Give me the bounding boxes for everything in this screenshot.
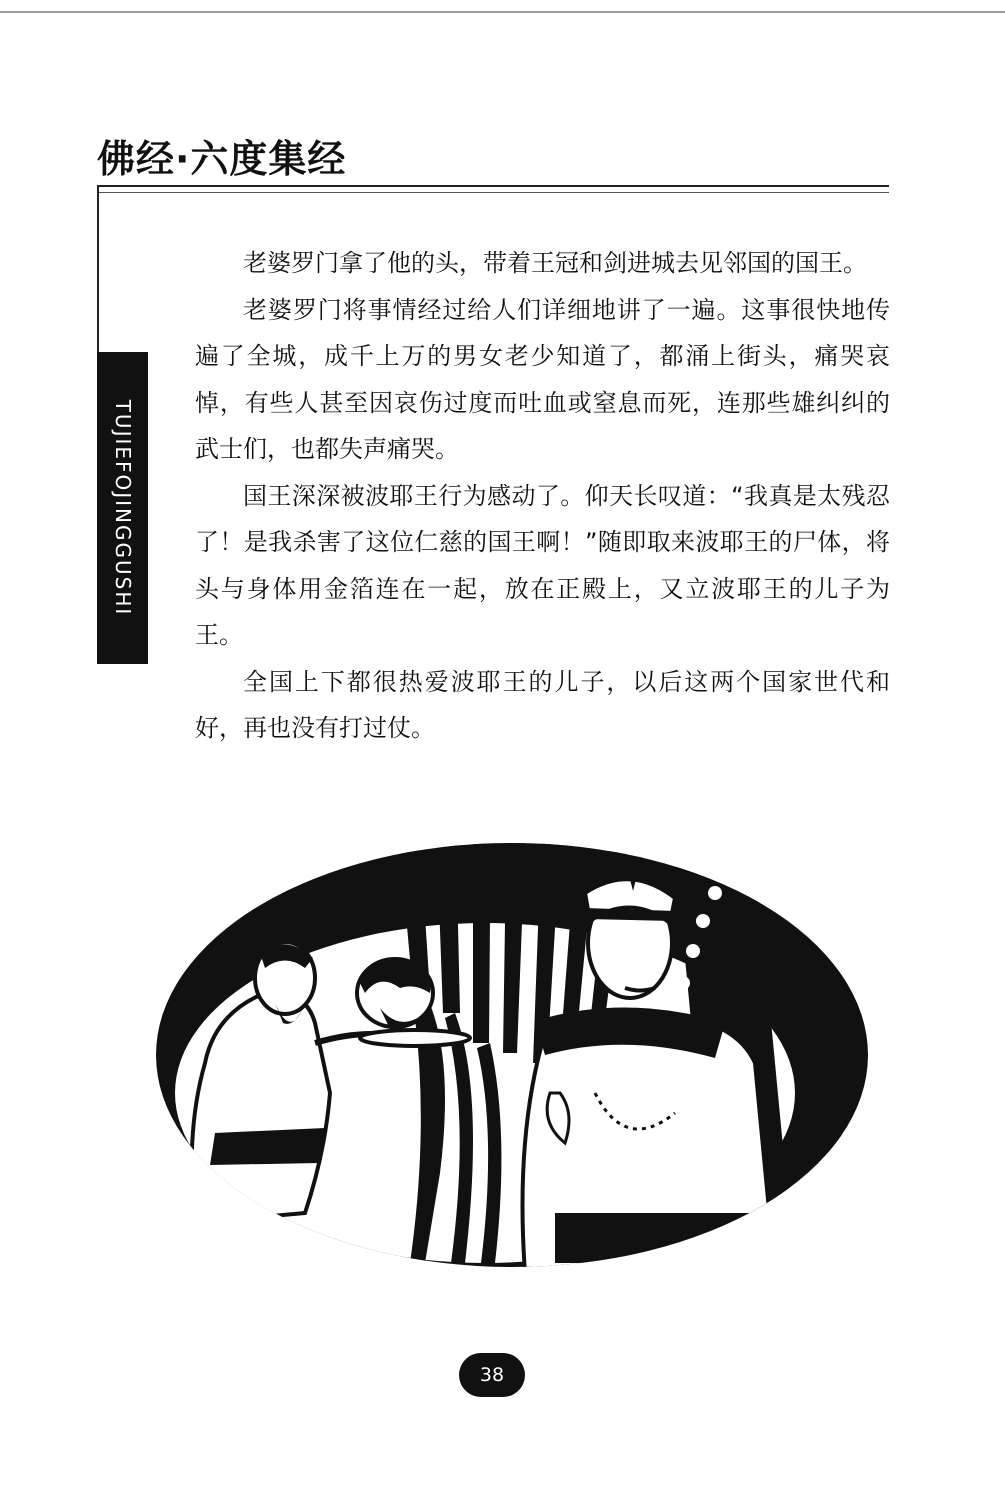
paragraph: 老婆罗门拿了他的头，带着王冠和剑进城去见邻国的国王。 [243,249,867,277]
body-text [195,240,890,752]
header-rule-thin [97,192,889,193]
paragraph: 老婆罗门将事情经过给人们详细地讲了一遍。这事很快地传遍了全城，成千上万的男女老少知道了，都涌上街头，痛哭哀悼，有些人甚至因哀伤过度而吐血或窒息而死，连那些雄纠纠的武士们，也都失声痛哭。 [195,295,890,463]
top-rule [0,11,1005,13]
page-number-badge [459,1353,525,1397]
paragraph: 国王深深被波耶王行为感动了。仰天长叹道：“我真是太残忍了！是我杀害了这位仁慈的国王啊！”随即取来波耶王的尸体，将头与身体用金箔连在一起，放在正殿上，又立波耶王的儿子为王。 [195,481,890,649]
page-title: 佛经·六度集经 [97,137,347,181]
oval-illustration [155,793,870,1273]
side-label: TUJIEFOJINGGUSHI [111,399,135,617]
header-rule [97,185,889,187]
paragraph: 全国上下都很热爱波耶王的儿子，以后这两个国家世代和好，再也没有打过仗。 [195,667,890,742]
page-number: 38 [479,1364,505,1386]
margin-rule [97,185,99,360]
